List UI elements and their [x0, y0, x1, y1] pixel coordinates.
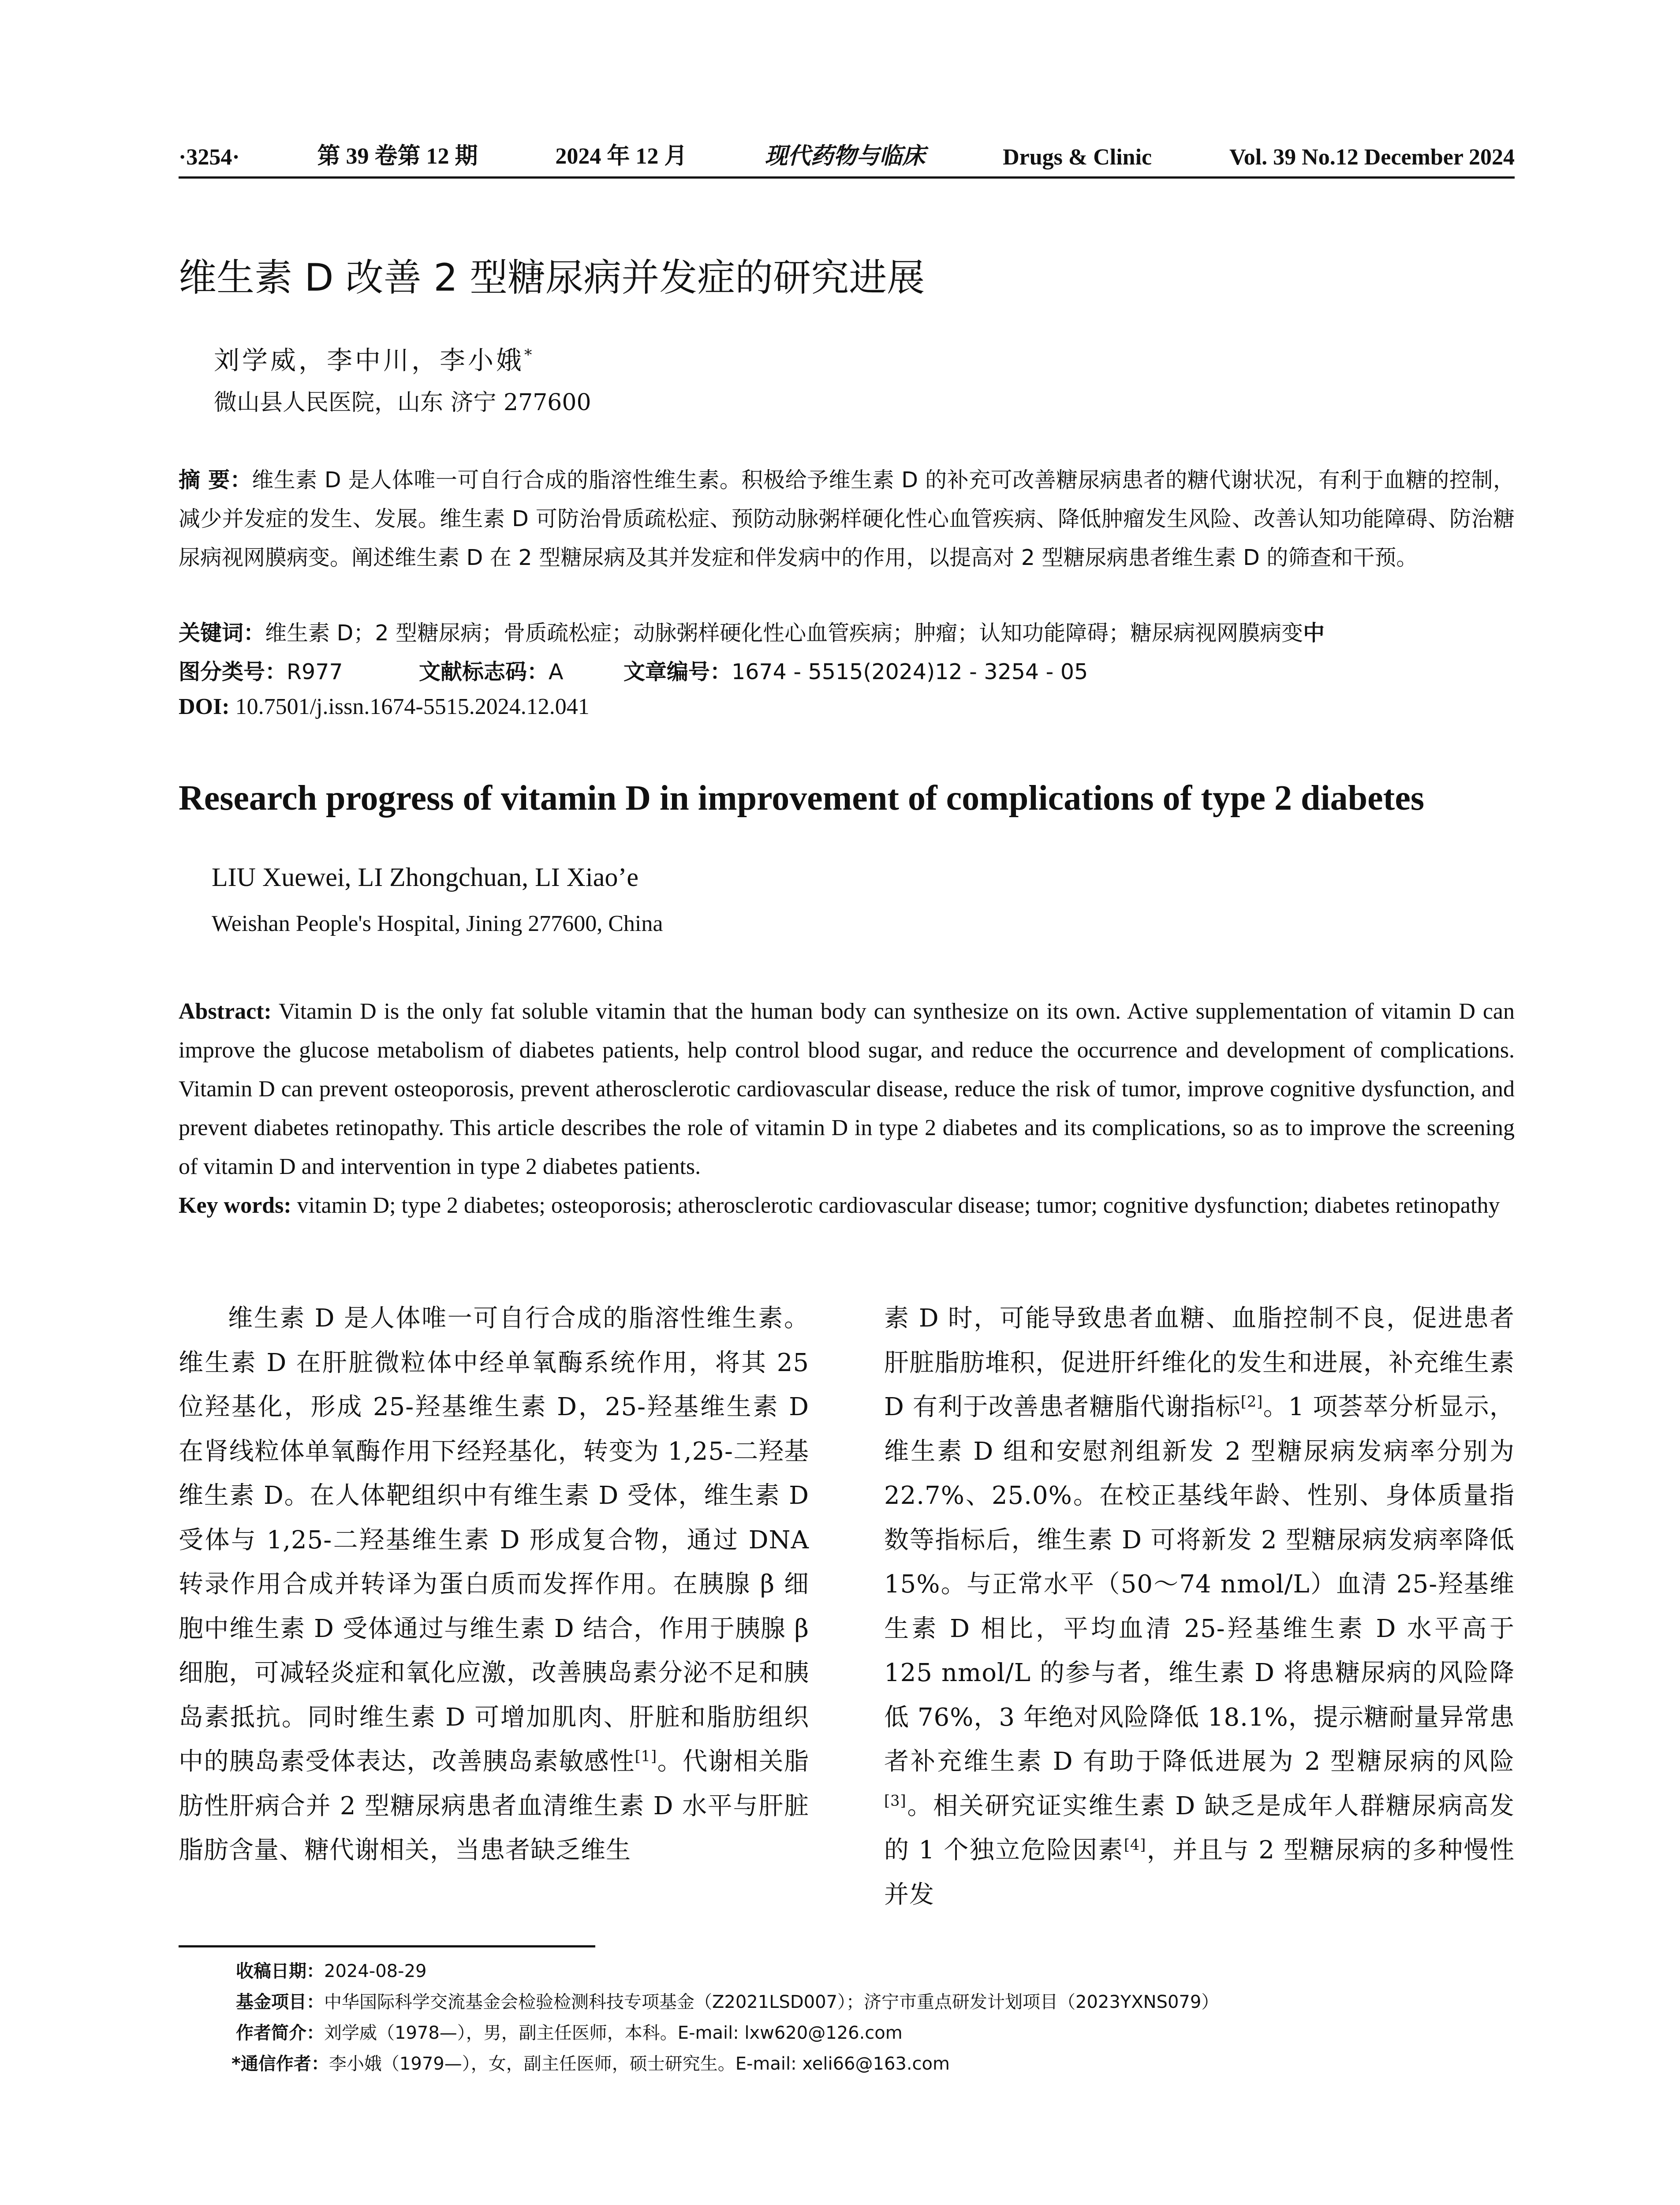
abstract-en-label: Abstract:	[179, 999, 272, 1024]
fund-text: 中华国际科学交流基金会检验检测科技专项基金（Z2021LSD007）；济宁市重点研发计划项目（2023YXNS079）	[324, 1992, 1219, 2012]
author-bio-label: 作者简介：	[236, 2023, 324, 2043]
keywords-cn-label: 关键词：	[179, 620, 265, 646]
body-column-right	[884, 1297, 1515, 1917]
abstract-cn-text: 维生素 D 是人体唯一可自行合成的脂溶性维生素。积极给予维生素 D 的补充可改善糖尿病患者的糖代谢状况，有利于血糖的控制，减少并发症的发生、发展。维生素 D 可防治骨质疏松症、预防动脉粥样硬化性心血管疾病、降低肿瘤发生风险、改善认知功能障碍、防治糖尿病视网膜病变。阐述维生素 D 在 2 型糖尿病及其并发症和伴发病中的作用，以提高对 2 型糖尿病患者维生素 D 的筛查和干预。	[179, 467, 1515, 570]
body-right-text-b: 。1 项荟萃分析显示，维生素 D 组和安慰剂组新发 2 型糖尿病发病率分别为 22.7%、25.0%。在校正基线年龄、性别、身体质量指数等指标后，维生素 D 可将新发 2 型糖尿病发病率降低 15%。与正常水平（50～74 nmol/L）血清 25-羟基维生素 D 相比，平均血清 25-羟基维生素 D 水平高于 125 nmol/L 的参与者，维生素 D 将患糖尿病的风险降低 76%，3 年绝对风险降低 18.1%，提示糖耐量异常患者补充维生素 D 有助于降低进展为 2 型糖尿病的风险	[884, 1393, 1515, 1776]
footnote-divider	[179, 1945, 595, 1947]
keywords-en-label: Key words:	[179, 1193, 291, 1218]
volume-issue-cn: 第 39 卷第 12 期	[317, 144, 478, 169]
doi-line	[179, 694, 1515, 720]
doi-label: DOI:	[179, 694, 230, 719]
article-no-value: 1674 - 5515(2024)12 - 3254 - 05	[732, 659, 1088, 684]
running-header	[179, 143, 1515, 179]
body-right-text-d: ，并且与 2 型糖尿病的多种慢性并发	[884, 1836, 1515, 1909]
corresponding-label: *通信作者：	[231, 2054, 329, 2074]
authors-cn-names: 刘学威，李中川，李小娥	[214, 345, 525, 375]
author-bio-text: 刘学威（1978—），男，副主任医师，本科。E-mail: lxw620@126.com	[324, 2023, 903, 2043]
volume-issue-en: Vol. 39 No.12 December 2024	[1229, 145, 1515, 170]
received-date: 2024-08-29	[324, 1961, 427, 1981]
affiliation-en: Weishan People's Hospital, Jining 277600, China	[212, 911, 663, 936]
journal-name-cn: 现代药物与临床	[765, 142, 926, 169]
footnote-corresponding	[179, 2048, 1515, 2079]
footnote-author	[179, 2018, 1515, 2048]
abstract-en	[179, 992, 1515, 1225]
keywords-en	[179, 1186, 1515, 1225]
journal-name-en: Drugs & Clinic	[1003, 145, 1152, 170]
body-right-text-a: 素 D 时，可能导致患者血糖、血脂控制不良，促进患者肝脏脂肪堆积，促进肝纤维化的发生和进展，补充维生素 D 有利于改善患者糖脂代谢指标	[884, 1304, 1515, 1421]
clc-value: R977	[287, 659, 343, 684]
corresponding-mark: *	[524, 346, 535, 364]
citation-3[interactable]: [3]	[884, 1791, 907, 1809]
citation-4[interactable]: [4]	[1124, 1836, 1146, 1854]
footnote-received	[179, 1956, 1515, 1987]
page-number: ·3254·	[179, 145, 240, 170]
body-right-text-c: 。相关研究证实维生素 D 缺乏是成年人群糖尿病高发的 1 个独立危险因素	[884, 1791, 1515, 1865]
authors-cn	[214, 340, 534, 377]
classification-line	[179, 655, 1515, 686]
body-left-text-b: 。代谢相关脂肪性肝病合并 2 型糖尿病患者血清维生素 D 水平与肝脏脂肪含量、糖代谢相关，当患者缺乏维生	[179, 1747, 810, 1865]
fund-label: 基金项目：	[236, 1992, 324, 2012]
corresponding-text: 李小娥（1979—），女，副主任医师，硕士研究生。E-mail: xeli66@163.com	[329, 2054, 950, 2074]
abstract-cn-label: 摘 要：	[179, 467, 252, 493]
abstract-en-paragraph	[179, 992, 1515, 1186]
article-title-cn: 维生素 D 改善 2 型糖尿病并发症的研究进展	[179, 256, 925, 300]
affiliation-cn: 微山县人民医院，山东 济宁 277600	[214, 389, 591, 416]
received-label: 收稿日期：	[236, 1961, 324, 1981]
doi-value: 10.7501/j.issn.1674-5515.2024.12.041	[235, 694, 590, 719]
abstract-en-text: Vitamin D is the only fat soluble vitamin that the human body can synthesize on its own. Active supplementation of vitamin D can improve the glucose metabolism of diabetes patients, help control blood sugar, and reduce the occurrence and development of complications. Vitamin D can prevent osteoporosis, prevent atherosclerotic cardiovascular disease, reduce the risk of tumor, improve cognitive dysfunction, and prevent diabetes retinopathy. This article describes the role of vitamin D in type 2 diabetes and its complications, so as to improve the screening of vitamin D and intervention in type 2 diabetes patients.	[179, 999, 1515, 1179]
article-no-label: 文章编号：	[623, 659, 732, 684]
doc-code-label: 文献标志码：	[419, 659, 549, 684]
keywords-cn	[179, 616, 1515, 647]
body-left-text-a: 维生素 D 是人体唯一可自行合成的脂溶性维生素。维生素 D 在肝脏微粒体中经单氧酶系统作用，将其 25 位羟基化，形成 25-羟基维生素 D，25-羟基维生素 D 在肾线粒体单氧酶作用下经羟基化，转变为 1,25-二羟基维生素 D。在人体靶组织中有维生素 D 受体，维生素 D 受体与 1,25-二羟基维生素 D 形成复合物，通过 DNA 转录作用合成并转译为蛋白质而发挥作用。在胰腺 β 细胞中维生素 D 受体通过与维生素 D 结合，作用于胰腺 β 细胞，可减轻炎症和氧化应激，改善胰岛素分泌不足和胰岛素抵抗。同时维生素 D 可增加肌肉、肝脏和脂肪组织中的胰岛素受体表达，改善胰岛素敏感性	[179, 1304, 809, 1776]
keywords-en-text: vitamin D; type 2 diabetes; osteoporosis; atherosclerotic cardiovascular disease; tumor; cognitive dysfunction; diabetes retinopathy	[297, 1193, 1500, 1218]
footnotes	[179, 1956, 1515, 2079]
abstract-cn	[179, 461, 1515, 577]
date-cn: 2024 年 12 月	[555, 144, 687, 169]
doc-code-value: A	[549, 659, 564, 684]
citation-1[interactable]: [1]	[635, 1747, 657, 1765]
body-column-left	[179, 1297, 809, 1873]
keywords-cn-text: 维生素 D；2 型糖尿病；骨质疏松症；动脉粥样硬化性心血管疾病；肿瘤；认知功能障碍；糖尿病视网膜病变	[265, 620, 1303, 646]
clc-label: 图分类号：	[179, 659, 287, 684]
keywords-cn-tail: 中	[1303, 620, 1325, 646]
footnote-fund	[179, 1987, 1515, 2018]
article-title-en: Research progress of vitamin D in improvement of complications of type 2 diabetes	[179, 779, 1424, 818]
authors-en: LIU Xuewei, LI Zhongchuan, LI Xiao’e	[212, 863, 638, 892]
citation-2[interactable]: [2]	[1240, 1393, 1263, 1410]
